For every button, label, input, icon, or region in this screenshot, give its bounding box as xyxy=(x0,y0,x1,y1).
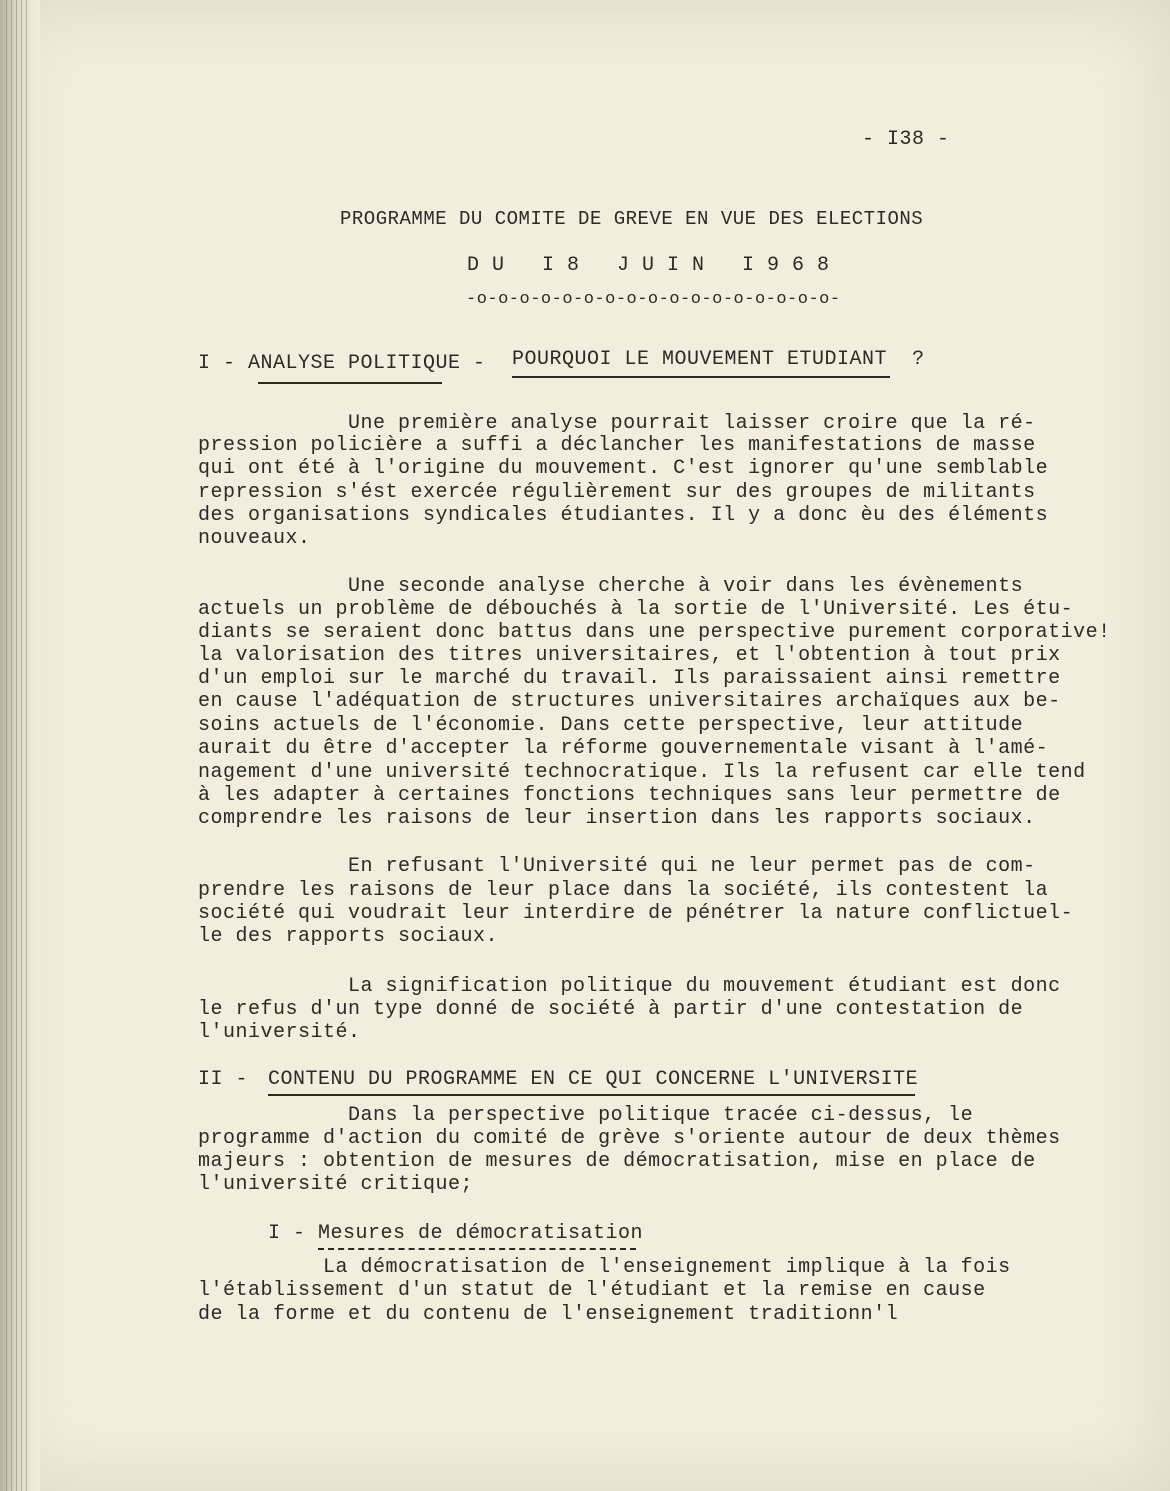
text-line: comprendre les raisons de leur insertion dans les rapports sociaux. xyxy=(198,807,1036,830)
text-line: l'université critique; xyxy=(198,1173,474,1196)
text-line: l'université. xyxy=(198,1021,361,1044)
section-1-heading-underline-left xyxy=(258,382,442,384)
page-stack-edge xyxy=(0,0,40,1491)
text-line: diants se seraient donc battus dans une perspective purement corporative! xyxy=(198,621,1111,644)
title-separator: -o-o-o-o-o-o-o-o-o-o-o-o-o-o-o-o-o- xyxy=(466,290,841,309)
text-line: qui ont été à l'origine du mouvement. C'est ignorer qu'une semblable xyxy=(198,457,1049,480)
text-line: l'établissement d'un statut de l'étudiant et la remise en cause xyxy=(198,1279,986,1302)
text-line: prendre les raisons de leur place dans la société, ils contestent la xyxy=(198,879,1049,902)
text-line: pression policière a suffi a déclancher les manifestations de masse xyxy=(198,434,1036,457)
text-line: aurait du être d'accepter la réforme gouvernementale visant à l'amé- xyxy=(198,737,1049,760)
text-line: En refusant l'Université qui ne leur permet pas de com- xyxy=(198,855,1036,878)
text-line: d'un emploi sur le marché du travail. Ils paraissaient ainsi remettre xyxy=(198,667,1061,690)
text-line: en cause l'adéquation de structures universitaires archaïques aux be- xyxy=(198,690,1061,713)
text-line: Une première analyse pourrait laisser croire que la ré- xyxy=(198,412,1036,435)
text-line: le refus d'un type donné de société à partir d'une contestation de xyxy=(198,998,1024,1021)
document-title: PROGRAMME DU COMITE DE GREVE EN VUE DES ELECTIONS xyxy=(340,208,924,230)
subsection-heading: Mesures de démocratisation xyxy=(318,1222,644,1245)
text-line: Une seconde analyse cherche à voir dans les évènements xyxy=(198,575,1024,598)
text-line: nouveaux. xyxy=(198,527,311,550)
section-2-heading: CONTENU DU PROGRAMME EN CE QUI CONCERNE L'UNIVERSITE xyxy=(268,1068,919,1091)
section-1-heading-underline-right xyxy=(512,376,890,378)
subsection-heading-number: I - xyxy=(268,1222,319,1245)
text-line: actuels un problème de débouchés à la sortie de l'Université. Les étu- xyxy=(198,598,1074,621)
text-line: soins actuels de l'économie. Dans cette perspective, leur attitude xyxy=(198,714,1024,737)
subsection-heading-underline xyxy=(318,1248,636,1250)
section-2-heading-underline xyxy=(268,1094,915,1096)
text-line: à les adapter à certaines fonctions techniques sans leur permettre de xyxy=(198,784,1061,807)
text-line: société qui voudrait leur interdire de pénétrer la nature conflictuel- xyxy=(198,902,1074,925)
text-line: repression s'ést exercée régulièrement sur des groupes de militants xyxy=(198,481,1036,504)
text-line: La démocratisation de l'enseignement implique à la fois xyxy=(198,1256,1011,1279)
section-2-heading-number: II - xyxy=(198,1068,261,1091)
document-date: D U I 8 J U I N I 9 6 8 xyxy=(467,254,830,277)
text-line: de la forme et du contenu de l'enseignement traditionn'l xyxy=(198,1303,899,1326)
section-1-heading-left: I - ANALYSE POLITIQUE - xyxy=(198,352,486,375)
text-line: la valorisation des titres universitaires, et l'obtention à tout prix xyxy=(198,644,1061,667)
text-line: nagement d'une université technocratique. Ils la refusent car elle tend xyxy=(198,761,1086,784)
text-line: Dans la perspective politique tracée ci-dessus, le xyxy=(198,1104,974,1127)
section-1-heading-right: POURQUOI LE MOUVEMENT ETUDIANT ? xyxy=(512,348,925,371)
text-line: programme d'action du comité de grève s'oriente autour de deux thèmes xyxy=(198,1127,1061,1150)
text-line: La signification politique du mouvement étudiant est donc xyxy=(198,975,1061,998)
text-line: des organisations syndicales étudiantes. Il y a donc èu des éléments xyxy=(198,504,1049,527)
text-line: majeurs : obtention de mesures de démocratisation, mise en place de xyxy=(198,1150,1036,1173)
text-line: le des rapports sociaux. xyxy=(198,925,499,948)
page-number: - I38 - xyxy=(862,128,950,151)
